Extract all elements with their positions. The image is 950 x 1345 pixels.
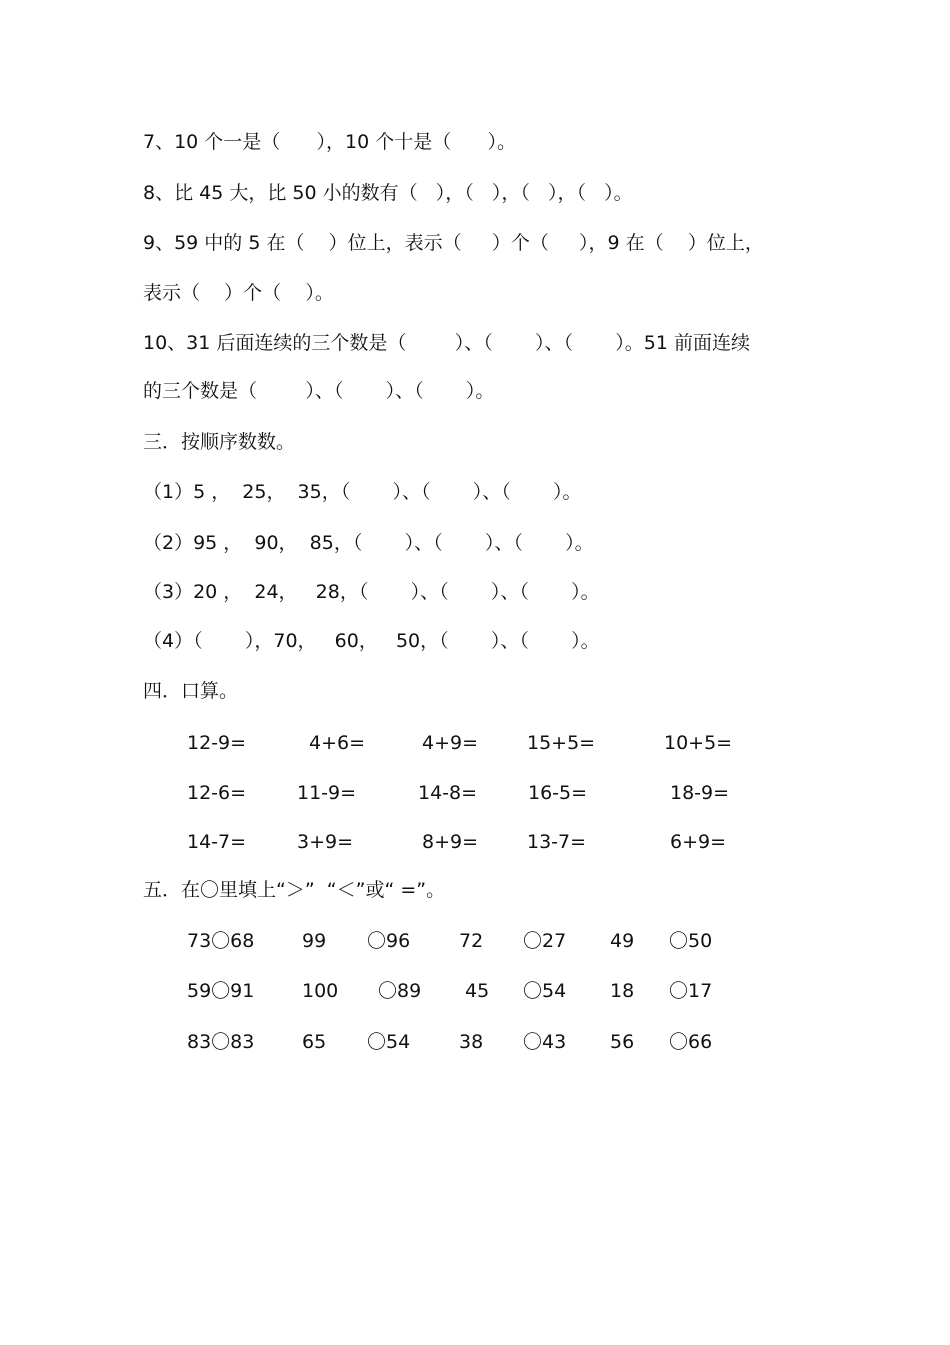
compare-item: 〇27 xyxy=(523,930,567,952)
count-item-2: （2）95 ， 90， 85，（ ）、（ ）、（ ）。 xyxy=(143,532,594,554)
compare-item: 〇54 xyxy=(367,1031,411,1053)
count-item-4: （4）（ ），70， 60， 50，（ ）、（ ）。 xyxy=(143,630,600,652)
compare-item: 〇50 xyxy=(669,930,713,952)
calc-item: 3+9= xyxy=(297,831,354,853)
compare-item: 45 xyxy=(465,980,490,1002)
compare-item: 99 xyxy=(302,930,327,952)
calc-item: 12-9= xyxy=(187,732,247,754)
section-5-heading: 五．在〇里填上“＞” “＜”或“ =”。 xyxy=(143,879,446,901)
calc-item: 13-7= xyxy=(527,831,587,853)
calc-item: 12-6= xyxy=(187,782,247,804)
calc-item: 10+5= xyxy=(664,732,733,754)
question-8: 8、比 45 大，比 50 小的数有（ ），（ ），（ ），（ ）。 xyxy=(143,182,633,204)
compare-item: 〇43 xyxy=(523,1031,567,1053)
compare-item: 18 xyxy=(610,980,635,1002)
compare-item: 〇17 xyxy=(669,980,713,1002)
question-10-line1: 10、31 后面连续的三个数是（ ）、（ ）、（ ）。51 前面连续 xyxy=(143,332,750,354)
compare-item: 〇66 xyxy=(669,1031,713,1053)
calc-item: 8+9= xyxy=(422,831,479,853)
question-10-line2: 的三个数是（ ）、（ ）、（ ）。 xyxy=(143,380,495,402)
calc-item: 4+9= xyxy=(422,732,479,754)
compare-item: 65 xyxy=(302,1031,327,1053)
compare-item: 〇54 xyxy=(523,980,567,1002)
calc-item: 11-9= xyxy=(297,782,357,804)
calc-item: 15+5= xyxy=(527,732,596,754)
calc-item: 14-8= xyxy=(418,782,478,804)
compare-item: 83〇83 xyxy=(187,1031,255,1053)
compare-item: 100 xyxy=(302,980,339,1002)
compare-item: 〇89 xyxy=(378,980,422,1002)
compare-item: 56 xyxy=(610,1031,635,1053)
compare-item: 59〇91 xyxy=(187,980,255,1002)
question-7: 7、10 个一是（ ），10 个十是（ ）。 xyxy=(143,131,516,153)
section-3-heading: 三．按顺序数数。 xyxy=(143,431,296,453)
calc-item: 16-5= xyxy=(528,782,588,804)
calc-item: 14-7= xyxy=(187,831,247,853)
compare-item: 72 xyxy=(459,930,484,952)
compare-item: 〇96 xyxy=(367,930,411,952)
question-9-line1: 9、59 中的 5 在（ ）位上，表示（ ）个（ ），9 在（ ）位上， xyxy=(143,232,764,254)
count-item-3: （3）20 ， 24， 28，（ ）、（ ）、（ ）。 xyxy=(143,581,600,603)
question-9-line2: 表示（ ）个（ ）。 xyxy=(143,282,334,304)
calc-item: 4+6= xyxy=(309,732,366,754)
compare-item: 38 xyxy=(459,1031,484,1053)
count-item-1: （1）5 ， 25， 35，（ ）、（ ）、（ ）。 xyxy=(143,481,582,503)
compare-item: 49 xyxy=(610,930,635,952)
compare-item: 73〇68 xyxy=(187,930,255,952)
calc-item: 6+9= xyxy=(670,831,727,853)
calc-item: 18-9= xyxy=(670,782,730,804)
section-4-heading: 四．口算。 xyxy=(143,680,239,702)
